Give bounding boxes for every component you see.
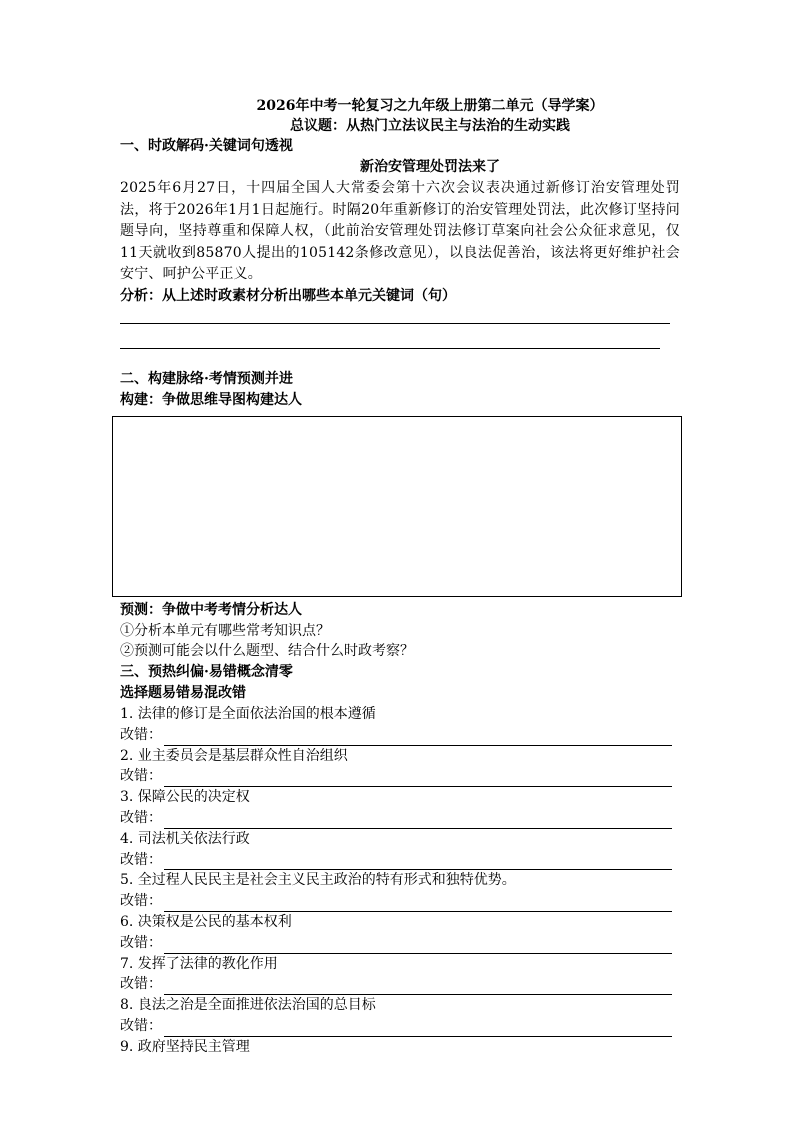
correction-row[interactable] xyxy=(120,850,680,871)
error-item: 4. 司法机关依法行政 xyxy=(120,830,250,847)
error-item: 3. 保障公民的决定权 xyxy=(120,789,250,806)
error-item: 8. 良法之治是全面推进依法治国的总目标 xyxy=(120,997,376,1014)
question-1: ①分析本单元有哪些常考知识点？ xyxy=(120,622,330,639)
answer-line xyxy=(120,323,670,324)
correction-label: 改错： xyxy=(120,726,162,743)
correction-line xyxy=(164,1022,672,1037)
correction-row[interactable] xyxy=(120,933,680,954)
correction-line xyxy=(164,731,672,746)
error-item: 7. 发挥了法律的教化作用 xyxy=(120,955,278,972)
question-2: ②预测可能会以什么题型、结合什么时政考察？ xyxy=(120,643,414,660)
correction-line xyxy=(164,814,672,829)
correction-row[interactable] xyxy=(120,766,680,787)
correction-row[interactable] xyxy=(120,974,680,995)
answer-area-1[interactable] xyxy=(120,323,680,343)
correction-label: 改错： xyxy=(120,851,162,868)
predict-prompt: 预测：争做中考考情分析达人 xyxy=(120,601,302,618)
section-3-heading: 三、预热纠偏·易错概念清零 xyxy=(120,664,293,681)
document-page xyxy=(120,96,680,1058)
correction-label: 改错： xyxy=(120,1018,162,1035)
correction-label: 改错： xyxy=(120,810,162,827)
correction-line xyxy=(164,897,672,912)
error-item: 2. 业主委员会是基层群众性自治组织 xyxy=(120,747,348,764)
correction-row[interactable] xyxy=(120,1016,680,1037)
correction-line xyxy=(164,855,672,870)
error-item: 9. 政府坚持民主管理 xyxy=(120,1038,250,1055)
news-paragraph: 2025年6月27日，十四届全国人大常委会第十六次会议表决通过新修订治安管理处罚法，将于2026年1月1日起施行。时隔20年重新修订的治安管理处罚法，此次修订坚持问题导向，坚持尊重和保障人权，（此前治安管理处罚法修订草案向社会公众征求意见，仅11天就收到85870人提出的105142条修改意见），以良法促善治，该法将更好维护社会安宁、呵护公平正义。 xyxy=(120,180,680,282)
correction-label: 改错： xyxy=(120,893,162,910)
build-prompt: 构建：争做思维导图构建达人 xyxy=(120,391,302,408)
correction-label: 改错： xyxy=(120,976,162,993)
analysis-prompt: 分析：从上述时政素材分析出哪些本单元关键词（句） xyxy=(120,287,456,304)
correction-label: 改错： xyxy=(120,768,162,785)
correction-line xyxy=(164,939,672,954)
news-heading: 新治安管理处罚法来了 xyxy=(360,159,500,175)
correction-label: 改错： xyxy=(120,934,162,951)
document-subtitle: 总议题：从热门立法议民主与法治的生动实践 xyxy=(290,118,570,134)
answer-area-2[interactable] xyxy=(120,348,680,369)
mind-map-box[interactable] xyxy=(112,416,682,597)
section-2-heading: 二、构建脉络·考情预测并进 xyxy=(120,370,293,387)
document-title: 2026年中考一轮复习之九年级上册第二单元（导学案） xyxy=(256,98,604,114)
error-item: 5. 全过程人民民主是社会主义民主政治的特有形式和独特优势。 xyxy=(120,872,516,889)
answer-line xyxy=(120,348,660,349)
correction-row[interactable] xyxy=(120,725,680,746)
correction-row[interactable] xyxy=(120,891,680,912)
correction-row[interactable] xyxy=(120,808,680,829)
error-item: 6. 决策权是公民的基本权利 xyxy=(120,914,292,931)
section-3-subheading: 选择题易错易混改错 xyxy=(120,685,246,702)
correction-line xyxy=(164,980,672,995)
error-item: 1. 法律的修订是全面依法治国的根本遵循 xyxy=(120,706,376,723)
section-1-heading: 一、时政解码·关键词句透视 xyxy=(120,138,293,154)
correction-line xyxy=(164,772,672,787)
